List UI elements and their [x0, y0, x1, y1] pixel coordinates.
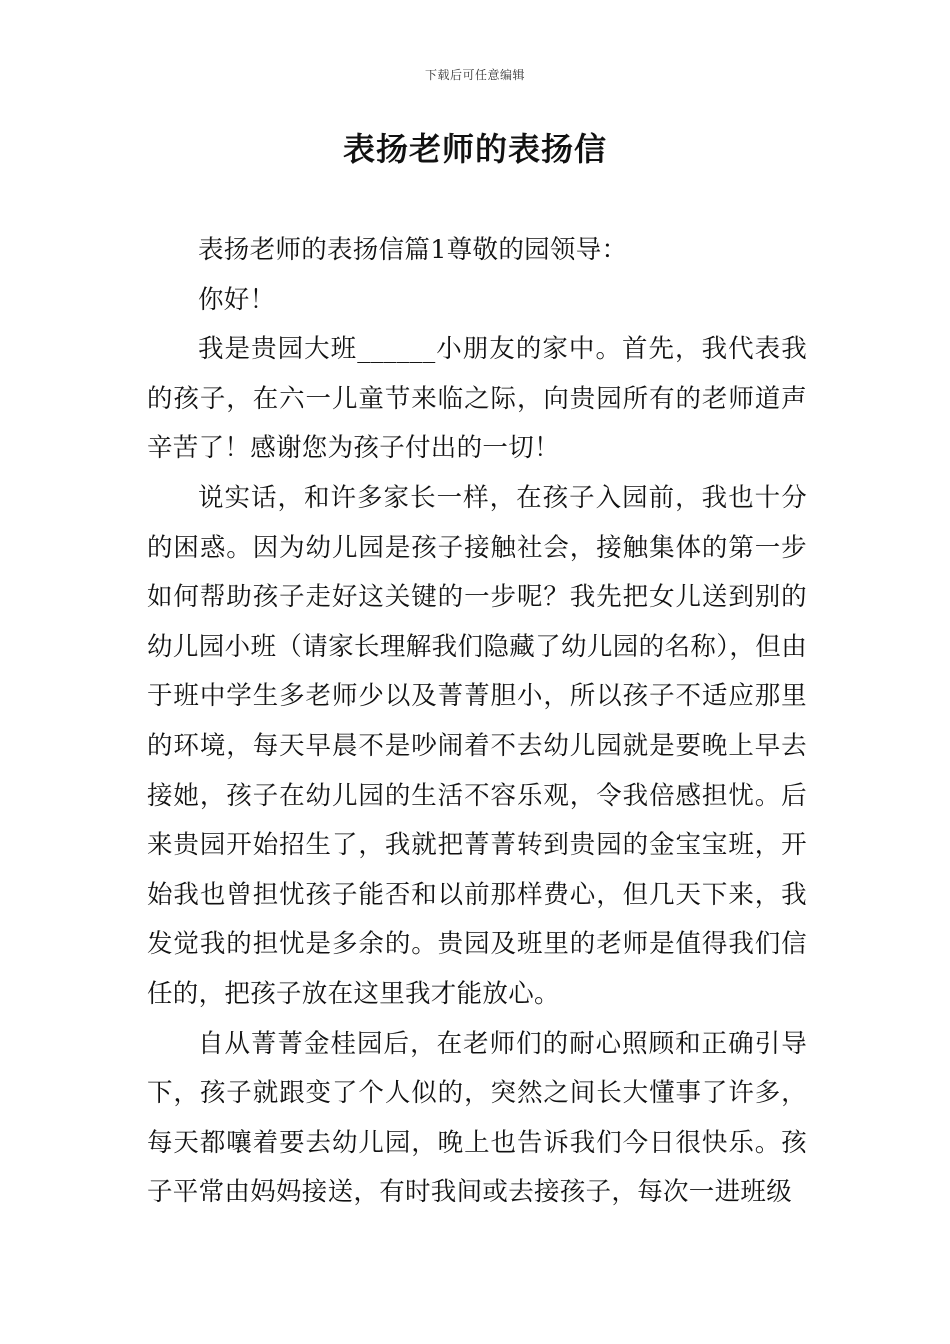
paragraph-background: 说实话，和许多家长一样，在孩子入园前，我也十分的困惑。因为幼儿园是孩子接触社会，接触集体的第一步如何帮助孩子走好这关键的一步呢？我先把女儿送到别的幼儿园小班（请家长理解我们隐藏了幼儿园的名称），但由于班中学生多老师少以及菁菁胆小，所以孩子不适应那里的环境，每天早晨不是吵闹着不去幼儿园就是要晚上早去接她，孩子在幼儿园的生活不容乐观，令我倍感担忧。后来贵园开始招生了，我就把菁菁转到贵园的金宝宝班，开始我也曾担忧孩子能否和以前那样费心，但几天下来，我发觉我的担忧是多余的。贵园及班里的老师是值得我们信任的，把孩子放在这里我才能放心。 — [147, 482, 807, 1009]
letter-body — [147, 226, 807, 1218]
header-note: 下载后可任意编辑 — [424, 68, 525, 82]
paragraph-greeting: 你好！ — [198, 284, 276, 315]
paragraph-introduction: 我是贵园大班______小朋友的家中。首先，我代表我的孩子，在六一儿童节来临之际，向贵园所有的老师道声辛苦了！感谢您为孩子付出的一切！ — [147, 334, 807, 464]
paragraph-progress: 自从菁菁金桂园后，在老师们的耐心照顾和正确引导下，孩子就跟变了个人似的，突然之间长大懂事了许多，每天都嚷着要去幼儿园，晚上也告诉我们今日很快乐。孩子平常由妈妈接送，有时我间或去接孩子，每次一进班级 — [147, 1028, 807, 1208]
document-title: 表扬老师的表扬信 — [342, 130, 607, 168]
paragraph-salutation: 表扬老师的表扬信篇1尊敬的园领导： — [198, 235, 628, 265]
